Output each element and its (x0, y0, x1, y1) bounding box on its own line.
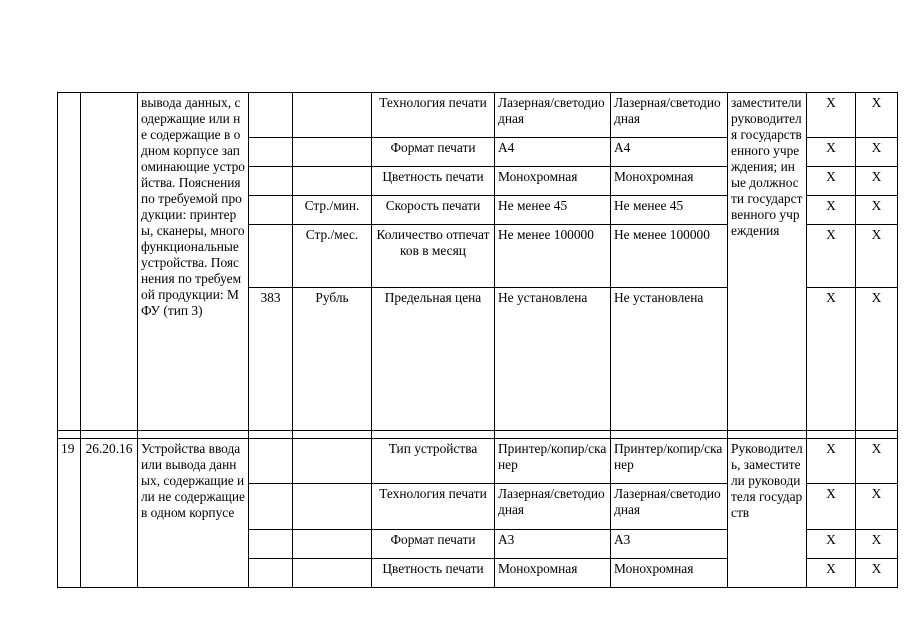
value-cell-1: Лазерная/светодиодная (495, 93, 611, 138)
value-cell-1: А3 (495, 530, 611, 559)
value-cell-2: Не менее 45 (611, 196, 728, 225)
value-cell-2: Не установлена (611, 288, 728, 431)
unit-code-cell (249, 559, 293, 588)
characteristic-name-cell: Формат печати (372, 138, 495, 167)
x-mark-cell: X (856, 530, 898, 559)
unit-code-cell (249, 225, 293, 288)
table-row (58, 93, 898, 138)
x-mark-cell: X (807, 138, 856, 167)
x-mark-cell: X (807, 530, 856, 559)
unit-cell: Стр./мин. (293, 196, 372, 225)
unit-cell (293, 439, 372, 484)
unit-code-cell (249, 484, 293, 530)
x-mark-cell: X (807, 225, 856, 288)
unit-code-cell: 383 (249, 288, 293, 431)
x-mark-cell: X (856, 484, 898, 530)
requirements-table (57, 92, 898, 588)
value-cell-2: Монохромная (611, 559, 728, 588)
x-mark-cell: X (807, 288, 856, 431)
characteristic-name-cell: Формат печати (372, 530, 495, 559)
value-cell-1: Монохромная (495, 167, 611, 196)
value-cell-2: Принтер/копир/сканер (611, 439, 728, 484)
x-mark-cell: X (856, 196, 898, 225)
unit-cell (293, 167, 372, 196)
unit-cell (293, 484, 372, 530)
x-mark-cell: X (807, 196, 856, 225)
characteristic-name-cell: Технология печати (372, 93, 495, 138)
value-cell-1: А4 (495, 138, 611, 167)
x-mark-cell: X (856, 288, 898, 431)
unit-cell: Стр./мес. (293, 225, 372, 288)
value-cell-1: Лазерная/светодиодная (495, 484, 611, 530)
x-mark-cell: X (807, 484, 856, 530)
x-mark-cell: X (856, 93, 898, 138)
row-number-cell (58, 93, 81, 431)
value-cell-1: Принтер/копир/сканер (495, 439, 611, 484)
unit-code-cell (249, 439, 293, 484)
characteristic-name-cell: Предельная цена (372, 288, 495, 431)
positions-cell: заместители руководителя государственного учреждения; иные должности государственного учреждения (728, 93, 807, 431)
product-description-cell: вывода данных, содержащие или не содержащие в одном корпусе запоминающие устройства. Пояснения по требуемой продукции: принтеры, сканеры, многофункциональные устройства. Пояснения по требуемой продукции: МФУ (тип 3) (138, 93, 249, 431)
table-row (58, 439, 898, 484)
characteristic-name-cell: Количество отпечатков в месяц (372, 225, 495, 288)
unit-cell (293, 559, 372, 588)
characteristic-name-cell: Цветность печати (372, 167, 495, 196)
unit-cell: Рубль (293, 288, 372, 431)
x-mark-cell: X (856, 167, 898, 196)
characteristic-name-cell: Технология печати (372, 484, 495, 530)
characteristic-name-cell: Цветность печати (372, 559, 495, 588)
unit-code-cell (249, 530, 293, 559)
value-cell-2: А3 (611, 530, 728, 559)
unit-cell (293, 93, 372, 138)
value-cell-2: Лазерная/светодиодная (611, 93, 728, 138)
row-number-cell: 19 (58, 439, 81, 588)
value-cell-1: Монохромная (495, 559, 611, 588)
value-cell-1: Не менее 100000 (495, 225, 611, 288)
x-mark-cell: X (807, 559, 856, 588)
value-cell-1: Не установлена (495, 288, 611, 431)
unit-code-cell (249, 196, 293, 225)
characteristic-name-cell: Тип устройства (372, 439, 495, 484)
value-cell-2: Лазерная/светодиодная (611, 484, 728, 530)
unit-cell (293, 138, 372, 167)
x-mark-cell: X (807, 167, 856, 196)
x-mark-cell: X (856, 559, 898, 588)
x-mark-cell: X (807, 93, 856, 138)
x-mark-cell: X (856, 138, 898, 167)
okpd-code-cell (81, 93, 138, 431)
value-cell-2: Не менее 100000 (611, 225, 728, 288)
value-cell-2: А4 (611, 138, 728, 167)
okpd-code-cell: 26.20.16 (81, 439, 138, 588)
x-mark-cell: X (856, 439, 898, 484)
product-description-cell: Устройства ввода или вывода данных, содержащие или не содержащие в одном корпусе (138, 439, 249, 588)
unit-code-cell (249, 93, 293, 138)
positions-cell: Руководитель, заместители руководителя государств (728, 439, 807, 588)
x-mark-cell: X (807, 439, 856, 484)
row-separator (58, 431, 898, 439)
characteristic-name-cell: Скорость печати (372, 196, 495, 225)
unit-code-cell (249, 167, 293, 196)
value-cell-1: Не менее 45 (495, 196, 611, 225)
unit-code-cell (249, 138, 293, 167)
unit-cell (293, 530, 372, 559)
value-cell-2: Монохромная (611, 167, 728, 196)
x-mark-cell: X (856, 225, 898, 288)
